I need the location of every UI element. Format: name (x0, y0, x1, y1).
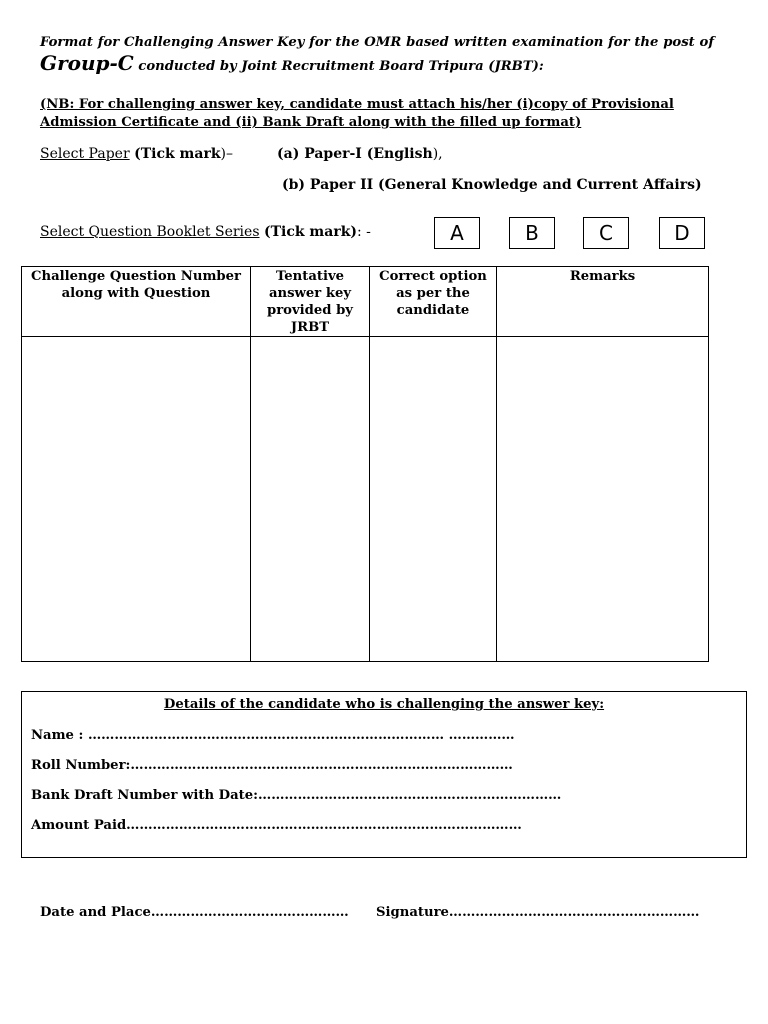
booklet-tick-mark: (Tick mark) (263, 224, 358, 240)
header-tentative-answer-key: Tentative answer key provided by JRBT (251, 267, 370, 337)
select-paper-label: Select Paper (40, 146, 130, 162)
intro-line-2-text: conducted by Joint Recruitment Board Tripura (JRBT): (133, 59, 544, 74)
amount-paid-field[interactable]: Amount Paid……………………………………………………………………………… (31, 818, 522, 833)
header-challenge-question: Challenge Question Number along with Question (22, 267, 251, 337)
date-place-field[interactable]: Date and Place……………………………………… (40, 905, 349, 920)
name-field[interactable]: Name : ……………………………………………………………………… …………… (31, 728, 515, 743)
cell-tentative-answer-key[interactable] (251, 337, 370, 662)
form-intro (40, 34, 714, 76)
paper-option-b[interactable]: (b) Paper II (General Knowledge and Current Affairs) (282, 177, 702, 193)
paper-option-a[interactable] (277, 145, 443, 163)
series-box-b[interactable]: B (509, 217, 555, 249)
signature-field[interactable]: Signature………………………………………………… (376, 905, 700, 920)
paper-tick-suffix: )– (220, 146, 233, 162)
header-remarks: Remarks (497, 267, 709, 337)
intro-line-1: Format for Challenging Answer Key for the OMR based written examination for the post of (40, 35, 714, 50)
challenge-table (21, 266, 709, 662)
booklet-tick-suffix: : - (357, 224, 371, 240)
paper-option-a-suffix: ), (432, 146, 443, 162)
intro-line-2 (40, 51, 714, 76)
table-row (22, 337, 709, 662)
booklet-series-row (40, 223, 371, 241)
table-header-row (22, 267, 709, 337)
series-box-c[interactable]: C (583, 217, 629, 249)
series-box-a[interactable]: A (434, 217, 480, 249)
cell-correct-option[interactable] (370, 337, 497, 662)
select-paper-row (40, 145, 233, 163)
group-label: Group-C (40, 51, 134, 75)
nb-note: (NB: For challenging answer key, candidate must attach his/her (i)copy of Provisional Admission Certificate and (ii) Bank Draft along with the filled up format) (40, 97, 674, 130)
series-box-d[interactable]: D (659, 217, 705, 249)
paper-option-a-text: (a) Paper-I (English (277, 146, 433, 162)
header-correct-option: Correct option as per the candidate (370, 267, 497, 337)
bank-draft-field[interactable]: Bank Draft Number with Date:…………………………………………………………… (31, 788, 562, 803)
cell-remarks[interactable] (497, 337, 709, 662)
candidate-details-box (21, 691, 747, 858)
roll-number-field[interactable]: Roll Number:…………………………………………………………………………… (31, 758, 513, 773)
cell-challenge-question[interactable] (22, 337, 251, 662)
details-title: Details of the candidate who is challenging the answer key: (163, 697, 605, 712)
paper-tick-mark: (Tick mark (134, 146, 221, 162)
booklet-series-label: Select Question Booklet Series (40, 224, 260, 240)
